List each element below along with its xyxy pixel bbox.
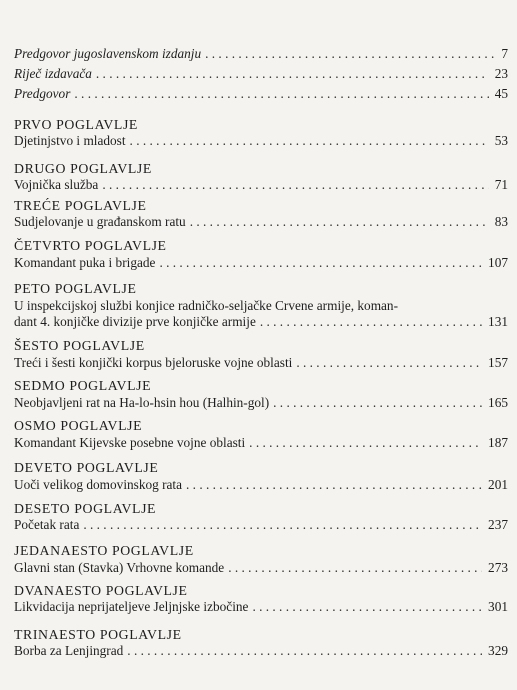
- toc-entry-title: dant 4. konjičke divizije prve konjičke armije: [14, 314, 256, 329]
- toc-entry-title: Vojnička služba: [14, 177, 99, 192]
- chapter-heading: SEDMO POGLAVLJE: [14, 378, 152, 393]
- toc-entry-page: 71: [494, 177, 508, 192]
- leader-dots: [205, 46, 495, 62]
- toc-entry-chapter-11: [14, 560, 508, 576]
- toc-entry-title: Neobjavljeni rat na Ha-lo-hsin hou (Halhin-gol): [14, 395, 270, 410]
- toc-entry-page: 301: [488, 599, 508, 614]
- toc-entry-chapter-9: [14, 477, 508, 493]
- toc-entry-title: Borba za Lenjingrad: [14, 643, 124, 658]
- leader-dots: [102, 177, 488, 193]
- toc-entry-chapter-12: [14, 599, 508, 615]
- toc-entry-page: 7: [501, 46, 508, 61]
- toc-entry-page: 157: [488, 355, 508, 370]
- toc-entry-page: 131: [488, 314, 508, 329]
- toc-entry-chapter-1: [14, 133, 508, 149]
- chapter-heading: ŠESTO POGLAVLJE: [14, 338, 145, 353]
- toc-entry-chapter-8: [14, 435, 508, 451]
- toc-entry-front-2: [14, 66, 508, 82]
- chapter-heading: TREĆE POGLAVLJE: [14, 198, 147, 213]
- leader-dots: [159, 255, 482, 271]
- leader-dots: [260, 314, 482, 330]
- leader-dots: [127, 643, 482, 659]
- leader-dots: [296, 355, 482, 371]
- toc-entry-title: Komandant puka i brigade: [14, 255, 156, 270]
- chapter-heading: DESETO POGLAVLJE: [14, 501, 157, 516]
- toc-entry-page: 53: [494, 133, 508, 148]
- toc-entry-chapter-7: [14, 395, 508, 411]
- toc-entry-page: 83: [494, 214, 508, 229]
- chapter-heading: TRINAESTO POGLAVLJE: [14, 627, 182, 642]
- chapter-heading: DVANAESTO POGLAVLJE: [14, 583, 188, 598]
- toc-entry-page: 187: [488, 435, 508, 450]
- chapter-heading: PETO POGLAVLJE: [14, 281, 137, 296]
- toc-entry-title: Komandant Kijevske posebne vojne oblasti: [14, 435, 246, 450]
- chapter-heading: OSMO POGLAVLJE: [14, 418, 143, 433]
- toc-entry-chapter-4: [14, 255, 508, 271]
- leader-dots: [252, 599, 482, 615]
- toc-entry-chapter-5: [14, 314, 508, 330]
- toc-entry-title: Riječ izdavača: [14, 66, 92, 81]
- toc-entry-chapter-2: [14, 177, 508, 193]
- toc-entry-chapter-10: [14, 517, 508, 533]
- toc-entry-page: 107: [488, 255, 508, 270]
- toc-entry-page: 165: [488, 395, 508, 410]
- toc-entry-title: Sudjelovanje u građanskom ratu: [14, 214, 186, 229]
- toc-entry-title: Likvidacija neprijateljeve Jeljnjske izbočine: [14, 599, 249, 614]
- leader-dots: [190, 214, 489, 230]
- toc-entry-title: Predgovor: [14, 86, 71, 101]
- leader-dots: [83, 517, 482, 533]
- toc-entry-title: Uoči velikog domovinskog rata: [14, 477, 183, 492]
- leader-dots: [228, 560, 482, 576]
- toc-entry-title-line1: U inspekcijskoj službi konjice radničko-seljačke Crvene armije, koman-: [14, 298, 399, 313]
- toc-entry-front-1: [14, 46, 508, 62]
- toc-entry-chapter-3: [14, 214, 508, 230]
- toc-entry-page: 201: [488, 477, 508, 492]
- toc-entry-title: Djetinjstvo i mladost: [14, 133, 126, 148]
- toc-entry-page: 273: [488, 560, 508, 575]
- chapter-heading: PRVO POGLAVLJE: [14, 117, 138, 132]
- toc-entry-title: Glavni stan (Stavka) Vrhovne komande: [14, 560, 225, 575]
- toc-entry-page: 23: [494, 66, 508, 81]
- leader-dots: [186, 477, 482, 493]
- chapter-heading: JEDANAESTO POGLAVLJE: [14, 543, 194, 558]
- chapter-heading: DRUGO POGLAVLJE: [14, 161, 152, 176]
- toc-entry-front-3: [14, 86, 508, 102]
- toc-entry-page: 45: [494, 86, 508, 101]
- toc-entry-page: 329: [488, 643, 508, 658]
- chapter-heading: ČETVRTO POGLAVLJE: [14, 238, 167, 253]
- leader-dots: [96, 66, 489, 82]
- leader-dots: [74, 86, 488, 102]
- chapter-heading: DEVETO POGLAVLJE: [14, 460, 159, 475]
- toc-entry-title: Treći i šesti konjički korpus bjeloruske vojne oblasti: [14, 355, 293, 370]
- leader-dots: [249, 435, 482, 451]
- leader-dots: [273, 395, 482, 411]
- toc-entry-title: Predgovor jugoslavenskom izdanju: [14, 46, 202, 61]
- leader-dots: [130, 133, 489, 149]
- toc-entry-chapter-13: [14, 643, 508, 659]
- toc-entry-title: Početak rata: [14, 517, 80, 532]
- table-of-contents: [14, 0, 508, 690]
- toc-entry-chapter-6: [14, 355, 508, 371]
- toc-entry-page: 237: [488, 517, 508, 532]
